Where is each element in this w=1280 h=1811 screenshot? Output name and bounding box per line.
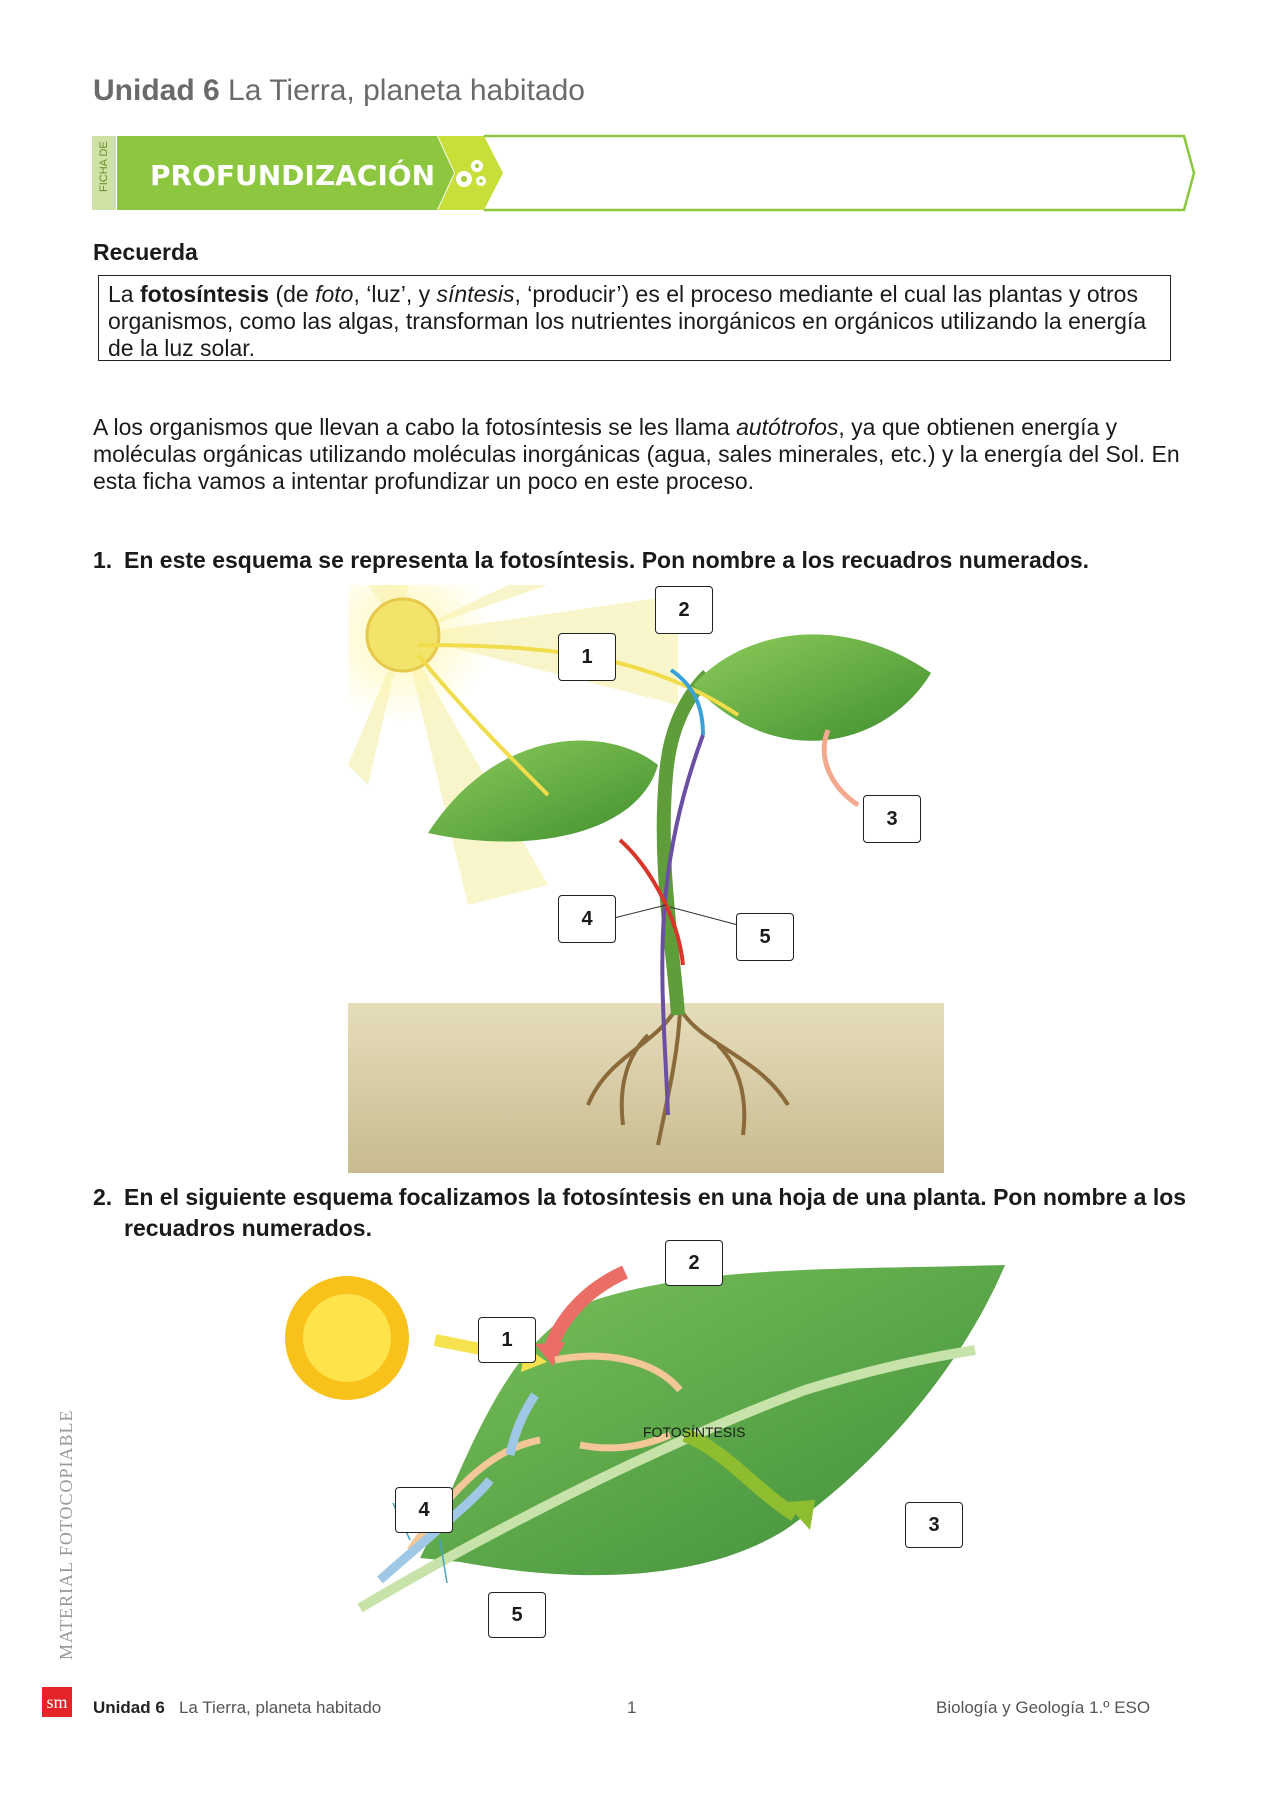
footer-unit-title: La Tierra, planeta habitado	[178, 1698, 382, 1717]
label-box-4[interactable]: 4	[558, 895, 616, 943]
soil	[348, 1003, 944, 1173]
footer-unit	[93, 1698, 381, 1718]
intro-text: A los organismos que llevan a cabo la fotosíntesis se les llama	[93, 414, 737, 440]
sun-icon	[367, 599, 439, 671]
question-number: 2.	[93, 1184, 113, 1210]
page-header	[93, 74, 585, 108]
pointer-line-4	[610, 905, 666, 919]
definition-text: (de	[269, 281, 316, 307]
right-leaf	[693, 634, 931, 740]
plant-illustration	[348, 585, 944, 1173]
plant-diagram	[348, 585, 944, 1173]
publisher-logo: sm	[42, 1687, 72, 1717]
definition-text: , ‘producir’) es el proceso mediante el cual las plantas y otros organismos, como las algas, transforman los nutrientes inorgánicos en orgánicos utilizando la energía de la luz solar.	[108, 281, 1147, 361]
label-box-3[interactable]: 3	[863, 795, 921, 843]
pointer-line-5	[670, 907, 738, 925]
intro-text: , ya que obtienen energía y moléculas orgánicas utilizando moléculas inorgánicas (agua, sales minerales, etc.) y la energía del Sol. En esta ficha vamos a intentar profundizar un poco en este proceso.	[93, 414, 1180, 494]
question-text: En este esquema se representa la fotosíntesis. Pon nombre a los recuadros numerados.	[124, 547, 1090, 573]
definition-term: fotosíntesis	[139, 281, 270, 307]
leaf-diagram	[285, 1240, 1020, 1645]
side-watermark-text: MATERIAL FOTOCOPIABLE	[56, 1409, 76, 1660]
label-box-5[interactable]: 5	[488, 1592, 546, 1638]
definition-box	[98, 275, 1171, 361]
intro-term: autótrofos	[736, 414, 839, 440]
label-box-2[interactable]: 2	[655, 586, 713, 634]
question-2	[93, 1182, 1193, 1244]
label-box-4[interactable]: 4	[395, 1487, 453, 1533]
question-text: En el siguiente esquema focalizamos la fotosíntesis en una hoja de una planta. Pon nombre a los recuadros numerados.	[124, 1184, 1187, 1241]
unit-title: La Tierra, planeta habitado	[228, 74, 585, 107]
label-box-1[interactable]: 1	[478, 1317, 536, 1363]
label-box-5[interactable]: 5	[736, 913, 794, 961]
page-number: 1	[627, 1698, 637, 1717]
intro-paragraph	[93, 414, 1193, 495]
banner-label: PROFUNDIZACIÓN	[150, 159, 436, 192]
definition-text: , ‘luz’, y	[353, 281, 437, 307]
footer-subject: Biología y Geología 1.º ESO	[936, 1698, 1151, 1717]
definition-text: La	[108, 281, 140, 307]
leaf-illustration	[285, 1240, 1020, 1645]
o2-arrow	[824, 730, 858, 805]
banner-prefix: FICHA DE	[98, 141, 110, 192]
question-1	[93, 545, 1193, 576]
footer-unit-label: Unidad 6	[93, 1698, 165, 1717]
label-box-2[interactable]: 2	[665, 1240, 723, 1286]
fotosintesis-label: FOTOSÍNTESIS	[643, 1424, 746, 1440]
unit-label: Unidad 6	[93, 74, 220, 107]
definition-italic: síntesis	[436, 281, 515, 307]
ficha-banner	[92, 134, 1197, 214]
question-number: 1.	[93, 547, 113, 573]
banner-outline	[484, 136, 1194, 210]
sun-icon	[285, 1276, 409, 1400]
recuerda-heading: Recuerda	[93, 239, 198, 265]
label-box-1[interactable]: 1	[558, 633, 616, 681]
label-box-3[interactable]: 3	[905, 1502, 963, 1548]
definition-italic: foto	[315, 281, 354, 307]
